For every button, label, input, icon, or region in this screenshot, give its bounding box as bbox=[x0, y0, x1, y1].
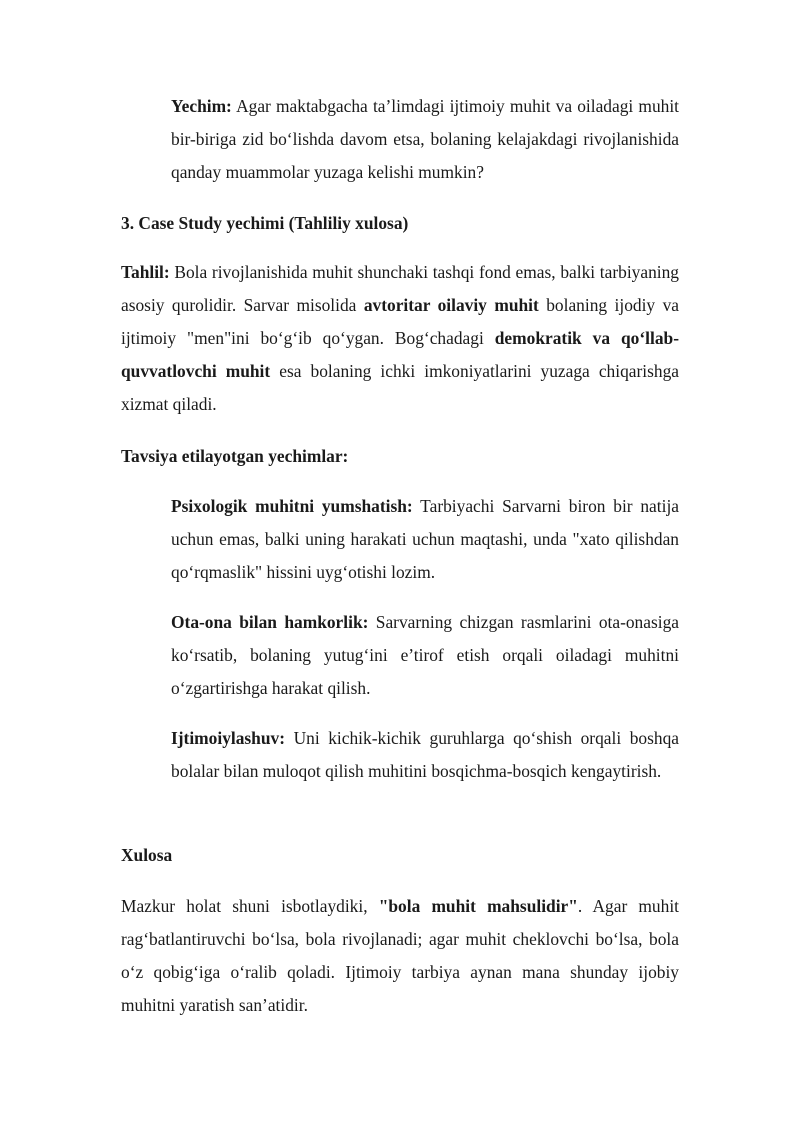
recommendation-item bbox=[171, 490, 679, 589]
recommendation-label: Psixologik muhitni yumshatish: bbox=[171, 496, 413, 516]
recommendations-heading: Tavsiya etilayotgan yechimlar: bbox=[121, 446, 349, 466]
xulosa-text-1: Mazkur holat shuni isbotlaydiki, bbox=[121, 896, 379, 916]
xulosa-text-2: . Agar muhit rag‘batlantiruvchi bo‘lsa, bola rivojlanadi; agar muhit cheklovchi bo‘lsa, bola o‘z qobig‘iga o‘ralib qoladi. Ijtimoiy tarbiya aynan mana shunday ijobiy muhitni yaratish san’atidir. bbox=[121, 896, 679, 1015]
recommendation-label: Ota-ona bilan hamkorlik: bbox=[171, 612, 369, 632]
section-3-heading: 3. Case Study yechimi (Tahliliy xulosa) bbox=[121, 213, 409, 233]
tahlil-bold-1: avtoritar oilaviy muhit bbox=[363, 295, 539, 315]
recommendation-label: Ijtimoiylashuv: bbox=[171, 728, 286, 748]
recommendation-item bbox=[171, 606, 679, 705]
recommendation-text: Uni kichik-kichik guruhlarga qo‘shish orqali boshqa bolalar bilan muloqot qilish muhitini bosqichma-bosqich kengaytirish. bbox=[171, 728, 679, 781]
yechim-text: Agar maktabgacha ta’limdagi ijtimoiy muhit va oiladagi muhit bir-biriga zid bo‘lishda davom etsa, bolaning kelajakdagi rivojlanishida qanday muammolar yuzaga kelishi mumkin? bbox=[171, 96, 679, 182]
xulosa-heading: Xulosa bbox=[121, 845, 173, 865]
tahlil-label: Tahlil: bbox=[121, 262, 170, 282]
recommendation-text: Tarbiyachi Sarvarni biron bir natija uchun emas, balki uning harakati uchun maqtashi, unda "xato qilishdan qo‘rqmaslik" hissini uyg‘otishi lozim. bbox=[171, 496, 679, 582]
recommendation-text: Sarvarning chizgan rasmlarini ota-onasiga ko‘rsatib, bolaning yutug‘ini e’tirof etish orqali oiladagi muhitni o‘zgartirishga harakat qilish. bbox=[171, 612, 679, 698]
xulosa-paragraph bbox=[121, 890, 679, 1022]
tahlil-text-2: bolaning ijodiy va ijtimoiy "men"ini bo‘g‘ib qo‘ygan. Bog‘chadagi bbox=[121, 295, 679, 348]
tahlil-paragraph bbox=[121, 256, 679, 421]
recommendation-item bbox=[171, 722, 679, 788]
xulosa-bold: "bola muhit mahsulidir" bbox=[378, 896, 578, 916]
tahlil-bold-2: demokratik va qo‘llab-quvvatlovchi muhit bbox=[121, 328, 679, 381]
tahlil-text-1: Bola rivojlanishida muhit shunchaki tashqi fond emas, balki tarbiyaning asosiy qurolidir. Sarvar misolida bbox=[121, 262, 679, 315]
yechim-label: Yechim: bbox=[171, 96, 232, 116]
tahlil-text-3: esa bolaning ichki imkoniyatlarini yuzaga chiqarishga xizmat qiladi. bbox=[121, 361, 679, 414]
yechim-paragraph bbox=[171, 90, 679, 189]
